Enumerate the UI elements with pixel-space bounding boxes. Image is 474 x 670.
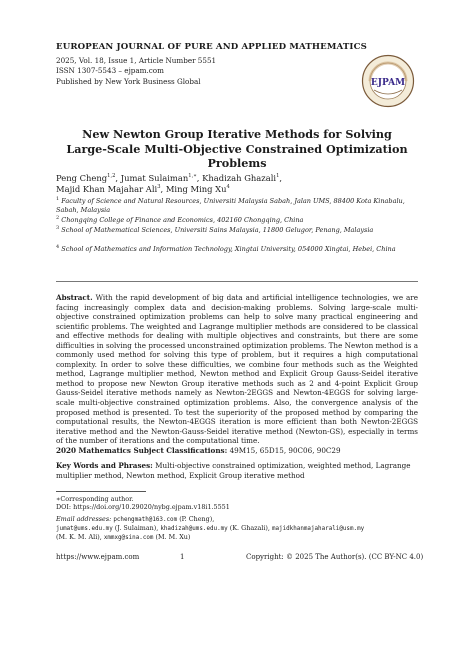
affiliation xyxy=(56,245,420,254)
affiliation-text: School of Mathematics and Information Technology, Xingtai University, 054000 Xingtai, Hebei, China xyxy=(61,245,396,253)
keywords-text: Multi-objective constrained optimization, weighted method, Lagrange multiplier method, Newton method, Explicit Group iterative method xyxy=(56,461,411,480)
author-sep: , xyxy=(279,173,283,183)
email-label: Email addresses: xyxy=(56,515,112,523)
affiliation-text: Faculty of Science and Natural Resources, Universiti Malaysia Sabah, Jalan UMS, 88400 Kota Kinabalu, Sabah, Malaysia xyxy=(56,197,405,214)
author-list xyxy=(56,173,416,196)
journal-logo xyxy=(361,54,415,108)
author-name: Jumat Sulaiman xyxy=(120,173,189,183)
email-link[interactable]: xmmxg@sina.com xyxy=(103,535,154,542)
paper-title xyxy=(40,127,434,171)
subject-classification xyxy=(56,446,418,456)
email-link[interactable]: khadizah@ums.edu.my xyxy=(160,526,228,533)
affiliation-num: 2 xyxy=(56,214,60,221)
divider xyxy=(56,281,418,282)
doi-link[interactable]: DOI: https://doi.org/10.29020/nybg.ejpam.v18i1.5551 xyxy=(56,503,230,511)
volume-line: 2025, Vol. 18, Issue 1, Article Number 5551 xyxy=(56,56,217,65)
email-addresses xyxy=(56,515,418,543)
abstract xyxy=(56,293,418,446)
footnote-rule xyxy=(56,491,146,492)
keywords-label: Key Words and Phrases: xyxy=(56,461,153,470)
affiliation xyxy=(56,197,420,214)
corresponding-note: ∗Corresponding author. xyxy=(56,495,134,503)
author-sep: , xyxy=(115,173,121,183)
abstract-text: With the rapid development of big data and artificial intelligence technologies, we are facing increasingly complex data and decision-making problems. Solving large-scale multi-objective constrained optimization problems can help to solve many practical engineering and scientific problems. The weighted and Lagrange multiplier methods are considered to be classical and effective methods for dealing with multiple objectives and constraints, but there are some difficulties in solving the processed unconstrained optimization problems. The Newton method is a commonly used method for solving this type of problem, but it requires a high computational complexity. In order to solve these difficulties, we combine four methods such as the Weighted method, Lagrange multiplier method, Newton method and Explicit Group Gauss-Seidel iterative method to propose new Newton Group iterative methods such as 2 and 4-point Explicit Group Gauss-Seidel iterative methods namely as Newton-2EGGS and Newton-4EGGS for solving large-scale multi-objective constrained optimization problems. Also, the convergence analysis of the proposed method is presented. To test the superiority of the proposed method by comparing the computational results, the Newton-4EGGS iteration is more efficient than both Newton-2EGGS iterative method and the Newton-Gauss-Seidel iterative method (Newton-GS), especially in terms of the number of iterations and the computational time. xyxy=(56,293,418,446)
issn-line: ISSN 1307-5543 – ejpam.com xyxy=(56,66,164,75)
title-line: New Newton Group Iterative Methods for Solving xyxy=(82,127,392,141)
logo-text: EJPAM xyxy=(370,78,406,88)
title-line: Large-Scale Multi-Objective Constrained Optimization xyxy=(66,141,408,156)
journal-name: EUROPEAN JOURNAL OF PURE AND APPLIED MATHEMATICS xyxy=(56,42,367,52)
publisher-line: Published by New York Business Global xyxy=(56,77,201,86)
affiliation-num: 1 xyxy=(56,195,60,202)
abstract-label: Abstract. xyxy=(56,293,93,302)
keywords xyxy=(56,461,418,480)
affiliation-num: 4 xyxy=(56,243,60,250)
msc-codes: 49M15, 65D15, 90C06, 90C29 xyxy=(229,446,341,455)
author-name: Khadizah Ghazali xyxy=(202,173,277,183)
author-sup: 1,∗ xyxy=(188,173,197,180)
author-name: Peng Cheng xyxy=(56,173,108,183)
author-sep: , xyxy=(196,173,203,183)
email-owner: (M. M. Xu) xyxy=(153,533,191,542)
email-owner: (K. Ghazali), xyxy=(227,524,272,533)
email-link[interactable]: pchengmath@163.com xyxy=(113,517,178,523)
affiliation-text: Chongqing College of Finance and Economics, 402160 Chongqing, China xyxy=(61,216,304,224)
email-owner: (P. Cheng), xyxy=(177,515,215,523)
email-link[interactable]: jumat@ums.edu.my xyxy=(56,526,113,533)
page-number: 1 xyxy=(180,553,185,561)
author-sep: , xyxy=(160,184,166,195)
author-sup: 4 xyxy=(226,184,230,191)
email-owner: (J. Sulaiman), xyxy=(112,524,161,533)
msc-label: 2020 Mathematics Subject Classifications: xyxy=(56,446,228,455)
email-link[interactable]: majidkhanmajaharali@usm.my xyxy=(271,526,365,533)
author-sup: 3 xyxy=(157,184,161,191)
copyright: Copyright: © 2025 The Author(s). (CC BY-NC 4.0) xyxy=(246,553,424,561)
author-name: Ming Ming Xu xyxy=(165,184,227,195)
title-line: Problems xyxy=(207,156,267,171)
affiliation xyxy=(56,226,420,235)
footer-url[interactable]: https://www.ejpam.com xyxy=(56,553,140,561)
author-name: Majid Khan Majahar Ali xyxy=(56,184,158,195)
email-owner: (M. K. M. Ali), xyxy=(56,533,104,542)
author-sup: 1 xyxy=(276,173,280,180)
author-sup: 1,2 xyxy=(107,173,116,180)
affiliation-text: School of Mathematical Sciences, Universiti Sains Malaysia, 11800 Gelugor, Penang, Malaysia xyxy=(61,226,374,234)
affiliation xyxy=(56,216,420,225)
affiliation-num: 3 xyxy=(56,224,60,231)
